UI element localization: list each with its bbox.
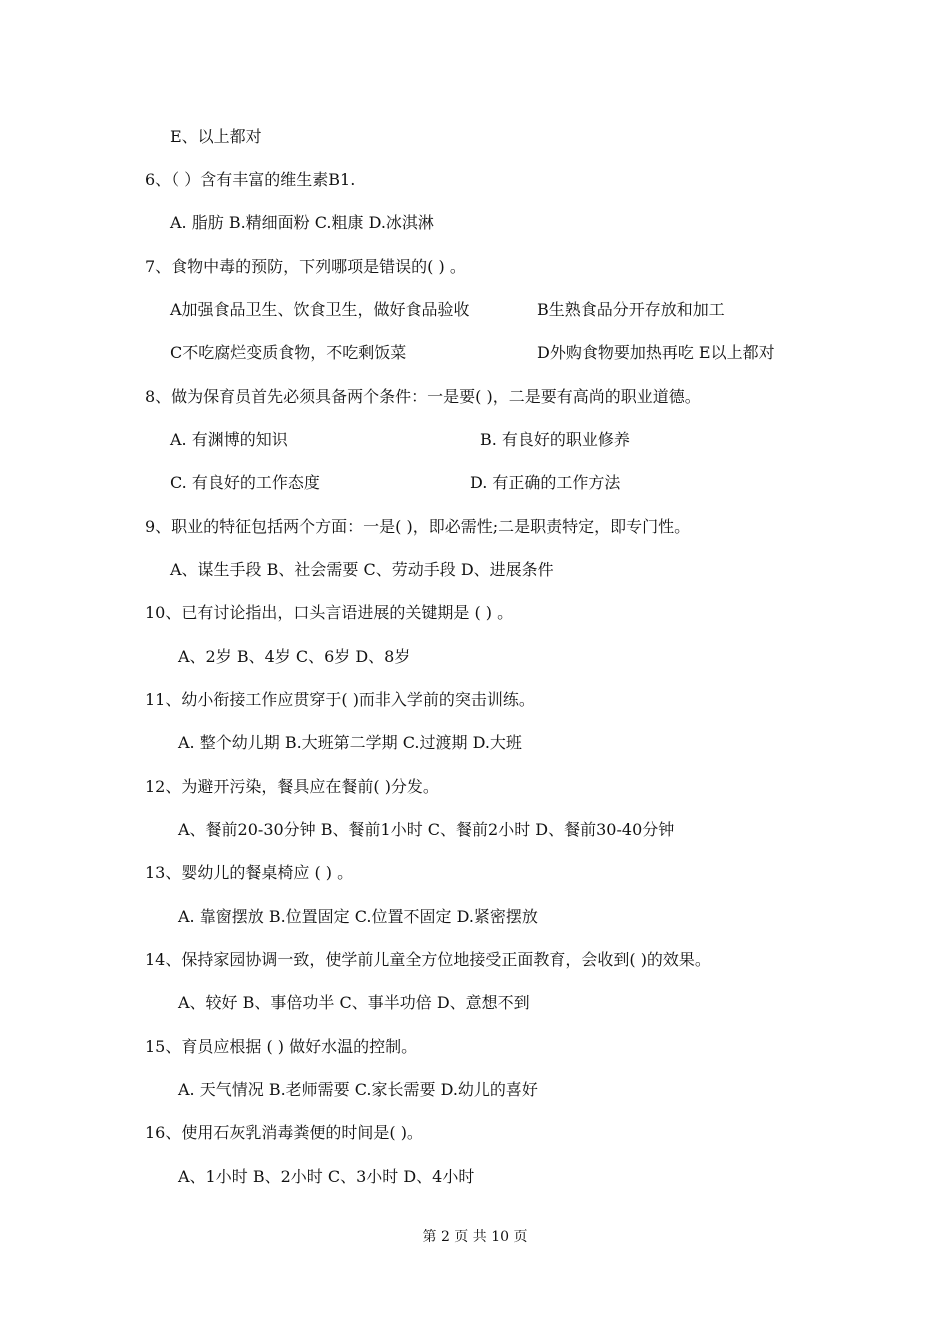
question-12-options: A、餐前20-30分钟 B、餐前1小时 C、餐前2小时 D、餐前30-40分钟 <box>178 820 675 839</box>
question-8-option-c: C. 有良好的工作态度 <box>170 473 320 492</box>
question-6-options: A. 脂肪 B.精细面粉 C.粗康 D.冰淇淋 <box>170 213 434 232</box>
question-8: 8、做为保育员首先必须具备两个条件：一是要( )，二是要有高尚的职业道德。 <box>145 387 701 406</box>
question-7-option-b: B生熟食品分开存放和加工 <box>537 300 725 319</box>
question-10: 10、已有讨论指出，口头言语进展的关键期是 ( ) 。 <box>145 603 514 622</box>
question-15: 15、育员应根据 ( ) 做好水温的控制。 <box>145 1037 418 1056</box>
question-16-options: A、1小时 B、2小时 C、3小时 D、4小时 <box>178 1167 475 1186</box>
question-16: 16、使用石灰乳消毒粪便的时间是( )。 <box>145 1123 423 1142</box>
question-13: 13、婴幼儿的餐桌椅应 ( ) 。 <box>145 863 354 882</box>
q5-option-e: E、以上都对 <box>170 127 262 146</box>
question-9: 9、职业的特征包括两个方面：一是( )，即必需性;二是职责特定，即专门性。 <box>145 517 691 536</box>
question-11: 11、幼小衔接工作应贯穿于( )而非入学前的突击训练。 <box>145 690 535 709</box>
question-7: 7、食物中毒的预防，下列哪项是错误的( ) 。 <box>145 257 466 276</box>
question-14: 14、保持家园协调一致，使学前儿童全方位地接受正面教育，会收到( )的效果。 <box>145 950 711 969</box>
question-10-options: A、2岁 B、4岁 C、6岁 D、8岁 <box>178 647 411 666</box>
question-8-option-d: D. 有正确的工作方法 <box>470 473 621 492</box>
question-7-option-a: A加强食品卫生、饮食卫生，做好食品验收 <box>170 300 470 319</box>
question-8-option-a: A. 有渊博的知识 <box>170 430 288 449</box>
question-12: 12、为避开污染，餐具应在餐前( )分发。 <box>145 777 439 796</box>
question-11-options: A. 整个幼儿期 B.大班第二学期 C.过渡期 D.大班 <box>178 733 522 752</box>
question-7-option-c: C不吃腐烂变质食物，不吃剩饭菜 <box>170 343 407 362</box>
question-7-option-d: D外购食物要加热再吃 E以上都对 <box>537 343 775 362</box>
question-6: 6、（ ）含有丰富的维生素B1. <box>145 170 356 189</box>
page-footer: 第 2 页 共 10 页 <box>422 1229 528 1245</box>
question-13-options: A. 靠窗摆放 B.位置固定 C.位置不固定 D.紧密摆放 <box>178 907 538 926</box>
question-14-options: A、较好 B、事倍功半 C、事半功倍 D、意想不到 <box>178 993 530 1012</box>
question-15-options: A. 天气情况 B.老师需要 C.家长需要 D.幼儿的喜好 <box>178 1080 538 1099</box>
question-8-option-b: B. 有良好的职业修养 <box>480 430 630 449</box>
question-9-options: A、谋生手段 B、社会需要 C、劳动手段 D、进展条件 <box>170 560 554 579</box>
